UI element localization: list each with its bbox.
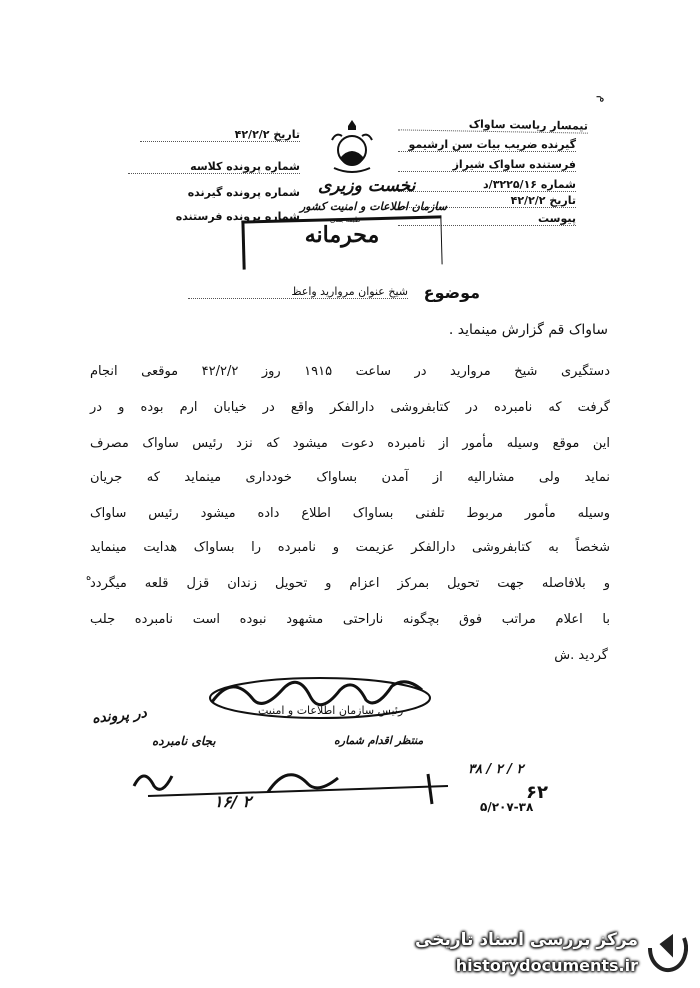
body-line-6: شخصاً به کتابفروشی دارالفکر عزیمت و نامبرده را بساواک هدایت مینماید <box>90 540 610 555</box>
salutation: ساواک قم گزارش مینماید . <box>448 322 608 338</box>
archive-center-name: مرکز بررسی اسناد تاریخی <box>415 930 638 950</box>
stamp-text: محرمانه <box>304 222 380 248</box>
subject-label: موضوع <box>423 283 480 302</box>
sender-file-line: شماره پرونده فرستنده <box>175 210 300 223</box>
archive-website: historydocuments.ir <box>455 956 638 975</box>
handwritten-note-left: بجای نامبرده <box>152 734 216 748</box>
body-line-4: نماید ولی مشارالیه از آمدن بساواک خودداری مینماید که جریان <box>90 470 610 485</box>
closing-line: گردید .ش <box>554 648 608 663</box>
body-line-5: وسیله مأمور مربوط تلفنی بساواک اطلاع داده میشود رئیس ساواک <box>90 506 610 521</box>
attachment-line: پیوست <box>398 212 576 226</box>
handwritten-note-center: منتظر اقدام شماره <box>334 734 424 747</box>
body-line-3: این موقع وسیله مأمور از نامبرده دعوت میشود که نزد رئیس ساواک مصرف <box>90 436 610 451</box>
recipient-name-line: گیرنده ضریب بیات سن ارشیمو <box>398 138 576 152</box>
stamp-caption: طبقه بندی <box>330 216 361 224</box>
body-line-7: و بلافاصله جهت تحویل بمرکز اعزام و تحویل زندان قزل قلعه میگردد <box>90 576 610 591</box>
file-number-line: شماره پرونده کلاسه <box>128 160 300 174</box>
organization-title: سازمان اطلاعات و امنیت کشور <box>300 200 447 213</box>
subject-value: شیخ عنوان مروارید واعظ <box>188 285 408 299</box>
lower-date-handwritten: ۱۶/ ۲ <box>214 792 252 811</box>
lion-and-sun-emblem-icon <box>326 118 378 176</box>
lower-signature-scribble <box>128 756 458 816</box>
handwritten-note-right: در پرونده <box>91 705 148 727</box>
margin-dot: ه <box>86 572 92 583</box>
sender-line: فرستنده ساواک شیراز <box>398 158 576 172</box>
signatory-title: رئیس سازمان اطلاعات و امنیت <box>258 704 404 717</box>
number-line: شماره ۳۲۲۵/۱۶/د <box>398 178 576 192</box>
margin-mark: م <box>596 95 611 103</box>
archive-code: ۵/۲۰۷-۳۸ <box>480 800 534 814</box>
archive-number: ۶۲ <box>526 782 548 803</box>
archive-logo-icon <box>646 922 688 974</box>
receiver-file-line: شماره پرونده گیرنده <box>187 186 300 199</box>
body-line-2: گرفت که نامبرده در کتابفروشی دارالفکر واقع در خیابان ارم بوده و در <box>90 400 610 415</box>
body-line-8: با اعلام مراتب فوق بچگونه ناراحتی مشهود نبوده است نامبرده جلب <box>90 612 610 627</box>
recipient-line: تیمسار ریاست ساواک <box>398 116 588 133</box>
body-line-1: دستگیری شیخ مروارید در ساعت ۱۹۱۵ روز ۴۲/۲/۲ موقعی انجام <box>90 364 610 379</box>
date-sub-line: تاریخ ۴۲/۲/۲ <box>398 194 576 208</box>
date-line: تاریخ ۴۲/۲/۲ <box>140 128 300 142</box>
archive-ref: ۳۸ / ۲ / ۲ <box>468 762 524 777</box>
ministry-title: نخست وزیری <box>318 176 416 196</box>
